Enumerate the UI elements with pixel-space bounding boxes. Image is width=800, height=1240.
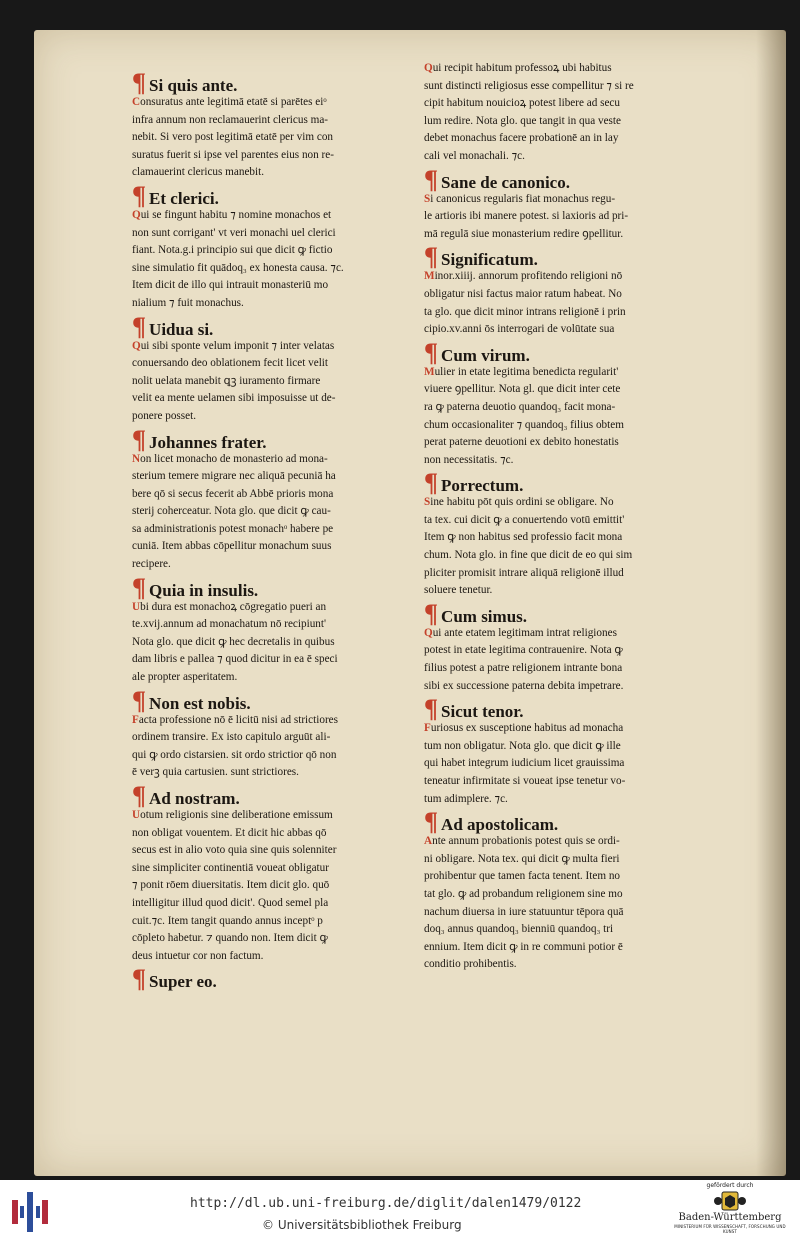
text-section: [132, 311, 402, 426]
rubricated-initial: F: [424, 722, 431, 735]
pilcrow-rubric-icon: ¶: [132, 180, 147, 210]
section-body: [424, 364, 724, 470]
text-line: viuere ꝯpellitur. Nota gl. que dicit inter cete: [424, 383, 621, 396]
text-line: ra ꝙ paterna deuotio quandoq₃ facit mona-: [424, 400, 616, 413]
section-heading: [424, 468, 724, 498]
text-line: debet monachus facere probationē an in lay: [424, 132, 619, 145]
text-line: qui ꝙ ordo cistarsien. sit ordo strictior qō non: [132, 748, 337, 761]
text-line: tum adimplere. ⁊c.: [424, 792, 508, 805]
text-line: pliciter promisit intrare aliquā religionē illud: [424, 566, 624, 579]
text-section: [424, 164, 724, 244]
section-heading: [132, 964, 402, 994]
sponsor-subtitle: MINISTERIUM FÜR WISSENSCHAFT, FORSCHUNG UND KUNST: [674, 1224, 786, 1234]
text-section: [132, 572, 402, 687]
text-line: lum redire. Nota glo. que tangit in qua veste: [424, 114, 621, 127]
text-line: sunt distincti religiosus esse compellitur ⁊ si re: [424, 79, 634, 92]
rubricated-initial: Q: [132, 339, 141, 352]
text-line: [132, 712, 402, 730]
section-heading-text: Quia in insulis.: [149, 580, 259, 600]
text-line: nolit uelata manebit ꝗꝫ iuramento firmare: [132, 374, 321, 387]
text-line: conditio prohibentis.: [424, 958, 517, 971]
section-body: [424, 191, 724, 244]
text-line: ē verꝫ quia cartusien. sunt strictiores.: [132, 766, 299, 779]
rubricated-initial: M: [424, 365, 435, 378]
pilcrow-rubric-icon: ¶: [424, 598, 439, 628]
text-line: cōpleto habetur. ⁊ quando non. Item dicit ꝙ: [132, 932, 328, 945]
ub-freiburg-logo-icon[interactable]: [10, 1192, 50, 1232]
text-line: non sunt corrigant' vt veri monachi uel clerici: [132, 226, 336, 239]
pilcrow-rubric-icon: ¶: [132, 572, 147, 602]
sponsor-label: gefördert durch: [706, 1182, 754, 1189]
section-body: [132, 338, 402, 426]
text-section: [132, 685, 402, 782]
text-line: sibi ex successione paterna debita impetrare.: [424, 679, 624, 692]
section-body: [424, 268, 724, 338]
text-line: [132, 338, 402, 356]
rubricated-initial: Q: [132, 208, 141, 221]
text-line: recipere.: [132, 558, 171, 571]
text-line: [424, 364, 724, 382]
sponsor-name: Baden-Württemberg: [678, 1212, 782, 1223]
text-line-rest: ui sibi sponte velum imponit ⁊ inter velatas: [140, 339, 335, 352]
section-heading: [132, 311, 402, 341]
text-line: sa administrationis potest monachᵒ habere pe: [132, 522, 334, 535]
section-heading: [132, 572, 402, 602]
text-line: bere qō si secus fecerit ab Abbē prioris mona: [132, 487, 334, 500]
pilcrow-rubric-icon: ¶: [424, 694, 439, 724]
text-line: te.xvij.annum ad monachatum nō recipiunt': [132, 618, 327, 631]
text-line: sterium temere migrare nec aliquā pecuniā ha: [132, 470, 336, 483]
section-heading: [424, 694, 724, 724]
pilcrow-rubric-icon: ¶: [132, 424, 147, 454]
text-line: doq₃ annus quandoq₃ bienniū quandoq₃ tri: [424, 923, 614, 936]
page-gutter-shadow: [756, 30, 786, 1176]
section-heading-text: Sicut tenor.: [441, 702, 524, 722]
left-text-column: [132, 68, 402, 994]
text-section: [132, 781, 402, 965]
pilcrow-rubric-icon: ¶: [424, 807, 439, 837]
text-line: non necessitatis. ⁊c.: [424, 453, 514, 466]
text-line: infra annum non reclamauerint clericus ma-: [132, 113, 329, 126]
text-line: [424, 191, 724, 209]
text-line: ta glo. que dicit minor intrans religionē i prin: [424, 305, 626, 318]
text-line: suratus fuerit si ipse vel parentes eius non re-: [132, 148, 334, 161]
section-body: [424, 833, 724, 974]
text-line: sterij coherceatur. Nota glo. que dicit ꝙ cau-: [132, 505, 331, 518]
section-body: [424, 494, 724, 600]
section-body: [424, 625, 724, 695]
section-body: [424, 720, 724, 808]
pilcrow-rubric-icon: ¶: [132, 685, 147, 715]
section-heading: [424, 164, 724, 194]
section-body: [132, 807, 402, 965]
section-body: [132, 94, 402, 182]
text-line-rest: ine habitu pōt quis ordini se obligare. No: [430, 496, 614, 509]
pilcrow-rubric-icon: ¶: [132, 68, 147, 97]
text-section: [132, 964, 402, 994]
section-body: [132, 451, 402, 574]
text-line: mā regulā siue monasterium redire ꝯpellitur.: [424, 227, 624, 240]
crest-shape: [713, 1190, 747, 1212]
section-heading: [424, 242, 724, 272]
rubricated-initial: A: [424, 835, 433, 848]
text-section: [132, 424, 402, 574]
rubricated-initial: Q: [424, 62, 433, 74]
text-line: cuit.⁊c. Item tangit quando annus inceptᵒ p: [132, 914, 323, 927]
text-line-rest: bi dura est monachoꝝ cōgregatio pueri an: [140, 600, 327, 613]
section-heading: [132, 180, 402, 210]
text-line: [424, 833, 724, 851]
page-permalink[interactable]: http://dl.ub.uni-freiburg.de/diglit/dalen1479/0122: [190, 1196, 582, 1211]
text-line-rest: uriosus ex susceptione habitus ad monacha: [430, 722, 624, 735]
text-section: [424, 60, 724, 166]
text-line: [132, 94, 402, 112]
text-line: chum. Nota glo. in fine que dicit de eo qui sim: [424, 549, 633, 562]
text-line: [424, 60, 724, 78]
section-heading: [424, 337, 724, 367]
section-heading-text: Et clerici.: [149, 188, 219, 208]
rubricated-initial: F: [132, 713, 139, 726]
text-line: ordinem transire. Ex isto capitulo arguūt ali-: [132, 731, 331, 744]
rubricated-initial: S: [424, 192, 431, 205]
text-line: chum occasionaliter ⁊ quandoq₃ filius obtem: [424, 418, 624, 431]
section-heading-text: Cum simus.: [441, 606, 528, 626]
text-line: le artioris ibi manere potest. si laxioris ad pri-: [424, 210, 629, 223]
rubricated-initial: U: [132, 600, 141, 613]
text-line: [132, 451, 402, 469]
text-line-rest: nte annum probationis potest quis se ordi-: [432, 835, 620, 848]
text-line: tum non obligatur. Nota glo. que dicit ꝙ ille: [424, 739, 621, 752]
text-line: [424, 720, 724, 738]
text-line: cali vel monachali. ⁊c.: [424, 149, 525, 162]
section-heading-text: Cum virum.: [441, 345, 530, 365]
text-line: conuersando deo oblationem fecit licet velit: [132, 357, 329, 370]
text-line: Nota glo. que dicit ꝙ hec decretalis in quibus: [132, 635, 335, 648]
section-body: [132, 712, 402, 782]
section-body: [132, 599, 402, 687]
text-line-rest: ui recipit habitum professoꝝ ubi habitus: [432, 62, 612, 74]
rubricated-initial: U: [132, 809, 141, 821]
section-heading: [424, 598, 724, 628]
section-heading-text: Uidua si.: [149, 319, 214, 339]
section-heading-text: Ad nostram.: [149, 789, 240, 808]
text-line: [132, 807, 402, 825]
rubricated-initial: Q: [424, 626, 433, 639]
text-section: [132, 180, 402, 313]
section-heading: [132, 685, 402, 715]
text-line: dam libris e pallea ⁊ quod dicitur in ea ē speci: [132, 653, 338, 666]
text-line: cuniā. Item abbas cōpellitur monachum suus: [132, 540, 332, 553]
text-line: ponere posset.: [132, 409, 197, 422]
text-line: nialium ⁊ fuit monachus.: [132, 296, 244, 309]
section-heading-text: Johannes frater.: [149, 432, 267, 452]
viewer-footer: [0, 1180, 800, 1240]
text-line: non obligat vouentem. Et dicit hic abbas qō: [132, 826, 327, 839]
section-body: [424, 60, 724, 166]
text-line: filius potest a patre religionem intrante bona: [424, 662, 623, 675]
section-heading-text: Significatum.: [441, 250, 538, 270]
text-line: [424, 625, 724, 643]
pilcrow-rubric-icon: ¶: [132, 781, 147, 810]
text-line: nachum diuersa in iure statuuntur tēpora quā: [424, 905, 624, 918]
rubricated-initial: N: [132, 452, 141, 465]
text-section: [424, 337, 724, 470]
rubricated-initial: S: [424, 496, 431, 509]
text-line-rest: ulier in etate legitima benedicta regularit': [434, 365, 619, 378]
pilcrow-rubric-icon: ¶: [424, 337, 439, 367]
text-line: teneatur infirmitate si voueat ipse tenetur vo-: [424, 775, 626, 787]
text-line: sine simulatio fit quādoq₃ ex honesta causa. ⁊c.: [132, 261, 344, 274]
pilcrow-rubric-icon: ¶: [424, 468, 439, 498]
text-line-rest: i canonicus regularis fiat monachus regu-: [430, 192, 616, 205]
text-line: ta tex. cui dicit ꝙ a conuertendo votū emittit': [424, 513, 625, 526]
text-line: velit ea mente uelamen sibi imposuisse ut de-: [132, 392, 336, 405]
text-line-rest: inor.xiiij. annorum profitendo religioni nō: [434, 270, 623, 283]
pilcrow-rubric-icon: ¶: [424, 242, 439, 272]
text-line: [424, 494, 724, 512]
text-section: [424, 468, 724, 600]
text-line: perat paterne deuotioni ex debito honestatis: [424, 436, 619, 449]
text-line: Item ꝙ non habitus sed professio facit mona: [424, 531, 623, 544]
rubricated-initial: M: [424, 270, 435, 283]
text-line: qui habet integrum iudicium licet grauissima: [424, 757, 625, 770]
text-line-rest: on licet monacho de monasterio ad mona-: [140, 452, 328, 465]
text-line: sine simpliciter continentiā voueat obligatur: [132, 861, 329, 874]
baden-wuerttemberg-crest-icon[interactable]: [670, 1182, 790, 1238]
text-line: cipio.xv.anni ōs interrogari de volūtate sua: [424, 323, 615, 336]
text-line: ennium. Item dicit ꝙ in re communi potior ē: [424, 940, 623, 953]
text-line: Item dicit de illo qui intrauit monasteriū mo: [132, 279, 329, 292]
section-heading-text: Ad apostolicam.: [441, 815, 559, 835]
copyright-notice: © Universitätsbibliothek Freiburg: [262, 1218, 462, 1232]
text-line: obligatur nisi factus maior ratum habeat. No: [424, 287, 622, 300]
text-section: [424, 694, 724, 808]
text-line: cipit habitum nouicioꝝ potest libere ad secu: [424, 97, 620, 110]
pilcrow-rubric-icon: ¶: [424, 164, 439, 194]
text-line: ⁊ ponit rōem diuersitatis. Item dicit glo. quō: [132, 879, 330, 892]
text-line-rest: acta professione nō ē licitū nisi ad strictiores: [138, 713, 338, 726]
text-line: ni obligare. Nota tex. qui dicit ꝙ multa fieri: [424, 852, 620, 865]
section-heading: [132, 781, 402, 810]
section-body: [132, 207, 402, 313]
text-section: [424, 598, 724, 695]
section-heading: [132, 68, 402, 97]
text-line: prohibentur que tamen facta tenent. Item no: [424, 870, 621, 883]
text-section: [132, 68, 402, 182]
section-heading-text: Porrectum.: [441, 476, 524, 496]
text-line-rest: ui se fingunt habitu ⁊ nomine monachos et: [140, 208, 332, 221]
section-heading-text: Si quis ante.: [149, 76, 238, 95]
text-line: deus intuetur cor non factum.: [132, 949, 264, 962]
right-text-column: [424, 60, 724, 977]
text-line: tat glo. ꝙ ad probandum religionem sine mo: [424, 887, 623, 900]
text-line: [132, 599, 402, 617]
text-line: fiant. Nota.g.i principio sui que dicit ꝙ fictio: [132, 244, 333, 257]
section-heading: [424, 807, 724, 837]
text-section: [424, 242, 724, 338]
text-line: nebit. Si vero post legitimā etatē per vim con: [132, 131, 334, 144]
rubricated-initial: C: [132, 96, 141, 108]
pilcrow-rubric-icon: ¶: [132, 964, 147, 994]
text-line: [132, 207, 402, 225]
text-line-rest: ui ante etatem legitimam intrat religiones: [432, 626, 617, 639]
text-line-rest: onsuratus ante legitimā etatē si parētes eiᵒ: [140, 96, 327, 108]
text-line: ale propter asperitatem.: [132, 671, 238, 684]
text-line: secus est in alio voto quia sine quis solenniter: [132, 844, 337, 857]
section-heading-text: Super eo.: [149, 972, 217, 992]
text-line: soluere tenetur.: [424, 584, 493, 597]
section-heading-text: Sane de canonico.: [441, 172, 570, 192]
pilcrow-rubric-icon: ¶: [132, 311, 147, 341]
text-line: [424, 268, 724, 286]
text-line: clamauerint clericus manebit.: [132, 166, 265, 179]
text-section: [424, 807, 724, 974]
section-heading-text: Non est nobis.: [149, 693, 251, 713]
section-heading: [132, 424, 402, 454]
text-line: potest in etate legitima contrauenire. Nota ꝙ: [424, 644, 623, 657]
text-line: intelligitur illud quod dicit'. Quod semel pla: [132, 896, 329, 909]
text-line-rest: otum religionis sine deliberatione emissum: [140, 809, 333, 821]
